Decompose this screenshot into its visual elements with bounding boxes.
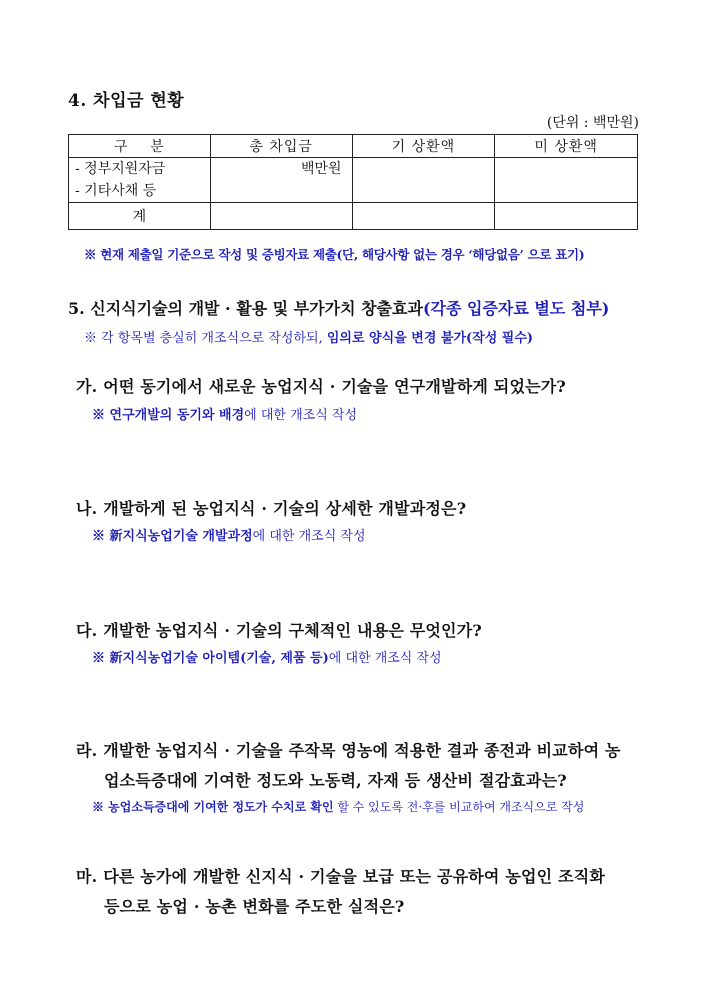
section-5-title	[68, 296, 609, 319]
section-5-title-main: 5. 신지식기술의 개발 · 활용 및 부가가치 창출효과	[68, 299, 423, 318]
row-label-other-bonds: - 기타사채 등	[75, 183, 157, 199]
section-5-note-text: ※ 각 항목별 충실히 개조식으로 작성하되,	[84, 331, 327, 346]
section-4-title: 4. 차입금 현황	[68, 91, 185, 111]
question-ma-line2: 등으로 농업 · 농촌 변화를 주도한 실적은?	[104, 897, 405, 916]
question-ra-hint-bold: ※ 농업소득증대에 기여한 정도가 수치로 확인	[92, 800, 334, 814]
question-da-hint-rest: 에 대한 개조식 작성	[328, 651, 442, 666]
question-ga: 가. 어떤 동기에서 새로운 농업지식 · 기술을 연구개발하게 되었는가?	[76, 377, 566, 396]
question-na: 나. 개발하게 된 농업지식 · 기술의 상세한 개발과정은?	[76, 499, 467, 518]
section-5-title-attachment: (각종 입증자료 별도 첨부)	[422, 299, 610, 318]
question-ra-hint	[92, 798, 584, 815]
table-row	[69, 158, 638, 203]
table-header-row	[69, 135, 638, 158]
outstanding-sum-cell[interactable]	[495, 203, 638, 230]
row-label-gov-fund: - 정부지원자금	[75, 161, 166, 177]
total-label: 계	[69, 203, 211, 230]
row-label-cell	[69, 158, 211, 203]
header-outstanding: 미 상환액	[495, 135, 638, 158]
question-na-hint-rest: 에 대한 개조식 작성	[252, 529, 366, 544]
question-da-hint	[92, 647, 442, 666]
repaid-cell[interactable]	[352, 158, 495, 203]
question-ma-line1: 마. 다른 농가에 개발한 신지식 · 기술을 보급 또는 공유하여 농업인 조직화	[76, 867, 606, 886]
debt-table	[68, 134, 638, 230]
question-ra-line1: 라. 개발한 농업지식 · 기술을 주작목 영농에 적용한 결과 종전과 비교하여 농	[76, 741, 621, 760]
header-total-debt: 총 차입금	[210, 135, 352, 158]
question-ga-hint-rest: 에 대한 개조식 작성	[244, 408, 358, 423]
table-total-row	[69, 203, 638, 230]
outstanding-cell[interactable]	[495, 158, 638, 203]
header-repaid: 기 상환액	[352, 135, 495, 158]
question-ra-hint-rest: 할 수 있도록 전·후를 비교하여 개조식으로 작성	[333, 800, 585, 814]
question-ga-hint-bold: ※ 연구개발의 동기와 배경	[92, 408, 245, 423]
question-na-hint-bold: ※ 新지식농업기술 개발과정	[92, 529, 253, 544]
question-da: 다. 개발한 농업지식 · 기술의 구체적인 내용은 무엇인가?	[76, 621, 482, 640]
repaid-sum-cell[interactable]	[352, 203, 495, 230]
question-ra-line2: 업소득증대에 기여한 정도와 노동력, 자재 등 생산비 절감효과는?	[104, 771, 567, 790]
total-debt-cell[interactable]: 백만원	[210, 158, 352, 203]
unit-label: (단위 : 백만원)	[546, 115, 639, 131]
total-debt-sum-cell[interactable]	[210, 203, 352, 230]
question-ga-hint	[92, 404, 357, 423]
section-5-note-emphasis: 임의로 양식을 변경 불가(작성 필수)	[326, 331, 534, 346]
question-da-hint-bold: ※ 新지식농업기술 아이템(기술, 제품 등)	[92, 651, 329, 666]
section-5-note	[84, 327, 533, 346]
question-na-hint	[92, 525, 366, 544]
header-category: 구 분	[69, 135, 211, 158]
section-4-note: ※ 현재 제출일 기준으로 작성 및 증빙자료 제출(단, 해당사항 없는 경우 ‘해당없음’ 으로 표기)	[84, 247, 585, 262]
